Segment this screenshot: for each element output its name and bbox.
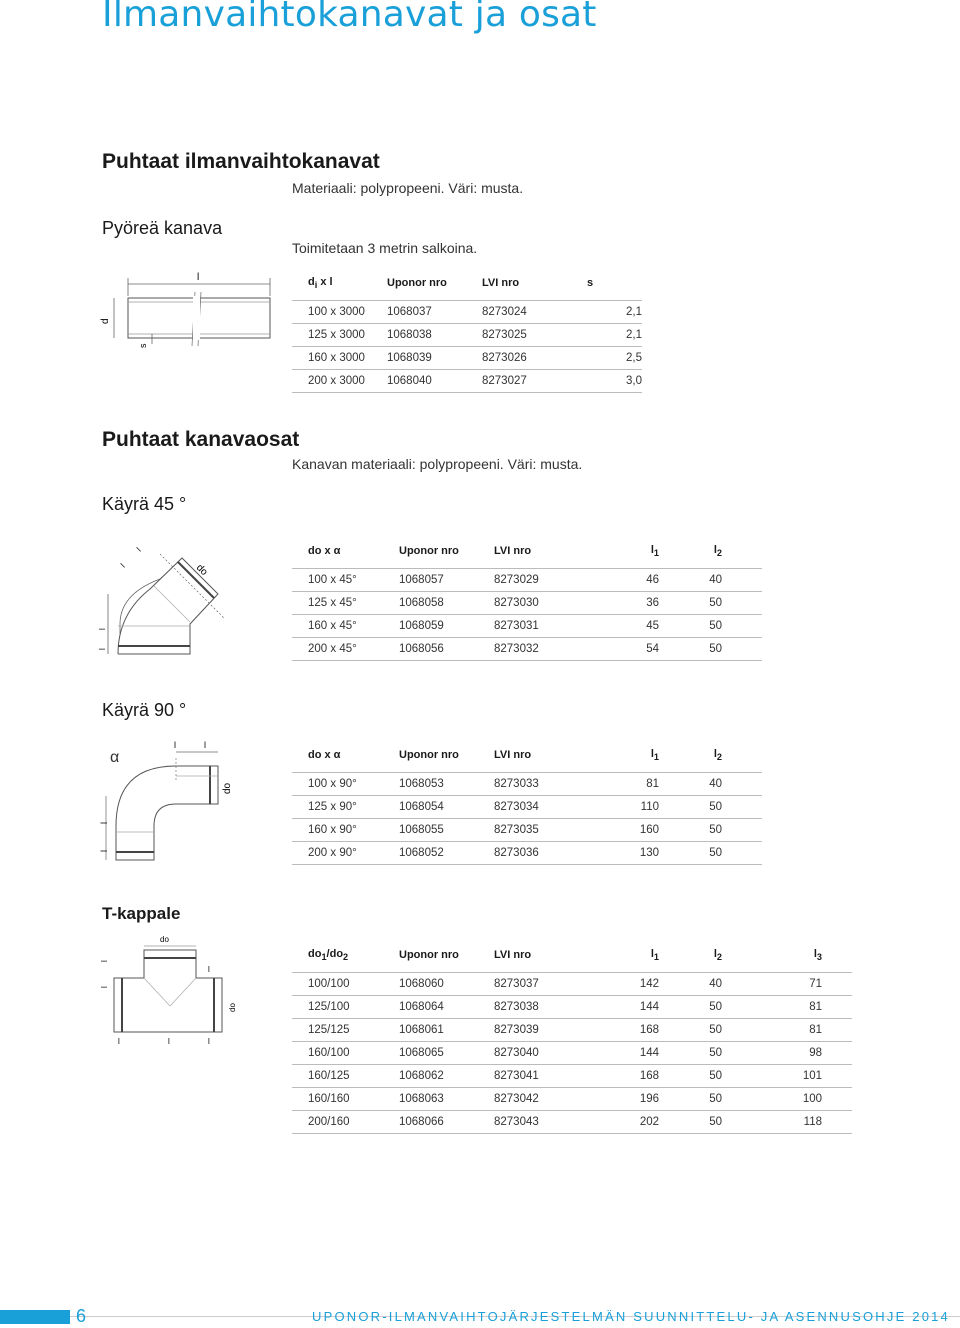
product-title-tee: T-kappale [102,904,181,923]
material-note: Materiaali: polypropeeni. Väri: musta. [292,180,524,196]
table-row: 160 x 45° 1068059 8273031 45 50 [292,615,762,638]
table-row: 125/100 1068064 8273038 144 50 81 [292,996,852,1019]
do1-label: do [228,1003,237,1012]
header-lvi-nro: LVI nro [494,534,594,569]
l2-label: l [135,545,143,554]
table-header [292,938,852,973]
elbow-90-figure [100,736,240,866]
table-row: 160/125 1068062 8273041 168 50 101 [292,1065,852,1088]
table-row: 125/125 1068061 8273039 168 50 81 [292,1019,852,1042]
product-title-round-duct: Pyöreä kanava [102,218,223,238]
alpha-label: α [110,749,120,766]
elbow-45-table [292,534,762,661]
table-row: 125 x 3000 1068038 8273025 2,1 [292,324,642,347]
l2-left-label: l [118,1037,120,1046]
header-l2: $l_2$ [659,938,762,973]
l1-label: l [119,561,127,570]
table-row: 200 x 90° 1068052 8273036 130 50 [292,842,762,865]
table-header [292,534,762,569]
product-title-elbow-45: Käyrä 45 ° [102,494,187,514]
l1-vertical-label: l [98,628,107,630]
length-label: l [197,272,200,283]
header-uponor-nro: Uponor nro [399,534,494,569]
elbow-90-table [292,738,762,865]
header-do1-do2: $do_1/do_2$ [292,938,399,973]
header-l1: $l_1$ [594,738,659,773]
header-s: s [587,266,642,301]
header-lvi-nro: LVI nro [494,938,594,973]
table-row: 200 x 3000 1068040 8273027 3,0 [292,370,642,393]
product-title-elbow-90: Käyrä 90 ° [102,700,187,720]
table-row: 100 x 3000 1068037 8273024 2,1 [292,301,642,324]
do-label: do [193,562,210,578]
parts-material-note: Kanavan materiaali: polypropeeni. Väri: musta. [292,456,583,472]
table-row: 160 x 90° 1068055 8273035 160 50 [292,819,762,842]
do-label: do [222,782,233,794]
footer-title: UPONOR-ILMANVAIHTOJÄRJESTELMÄN SUUNNITTELU- JA ASENNUSOHJE 2014 [311,1309,950,1324]
l2-label: l [204,740,206,750]
l2-right-label: l [208,1037,210,1046]
header-uponor-nro: Uponor nro [387,266,482,301]
header-do-x-alpha: do x α [292,738,399,773]
tee-table [292,938,852,1134]
table-header [292,266,642,301]
table-row: 160/100 1068065 8273040 144 50 98 [292,1042,852,1065]
tee-figure [100,932,245,1047]
table-row: 100 x 90° 1068053 8273033 81 40 [292,773,762,796]
do2-label: do [160,935,169,944]
page-title: Ilmanvaihtokanavat ja osat [102,0,597,35]
table-header [292,738,762,773]
round-duct-table [292,266,642,393]
table-row: 125 x 45° 1068058 8273030 36 50 [292,592,762,615]
header-l1: $l_1$ [594,534,659,569]
table-row: 125 x 90° 1068054 8273034 110 50 [292,796,762,819]
wall-thickness-label: s [138,343,148,348]
header-di-x-l: $d_i$ x l [292,266,387,301]
header-l1: $l_1$ [594,938,659,973]
section-heading-parts: Puhtaat kanavaosat [102,428,300,451]
section-heading-ducts: Puhtaat ilmanvaihtokanavat [102,150,380,173]
inner-diameter-label: d [100,318,111,324]
header-l3: $l_3$ [762,938,852,973]
l2-top-label: l [208,965,210,974]
l2-vertical-label: l [98,648,107,650]
l1-vertical-label: l [100,986,109,988]
footer-accent-bar [0,1310,70,1324]
header-do-x-alpha: do x α [292,534,399,569]
header-lvi-nro: LVI nro [482,266,587,301]
table-row: 100 x 45° 1068057 8273029 46 40 [292,569,762,592]
table-row: 200/160 1068066 8273043 202 50 118 [292,1111,852,1134]
header-lvi-nro: LVI nro [494,738,594,773]
table-row: 100/100 1068060 8273037 142 40 71 [292,973,852,996]
elbow-45-figure [100,534,240,664]
l1-label: l [174,740,176,750]
l1-vertical-label: l [99,822,109,824]
round-duct-figure [100,266,275,356]
l3-label: l [100,960,109,962]
l2-vertical-label: l [99,850,109,852]
table-row: 160 x 3000 1068039 8273026 2,5 [292,347,642,370]
header-uponor-nro: Uponor nro [399,738,494,773]
header-l2: $l_2$ [659,534,762,569]
delivery-note: Toimitetaan 3 metrin salkoina. [292,240,478,256]
page-number: 6 [76,1306,87,1326]
table-row: 160/160 1068063 8273042 196 50 100 [292,1088,852,1111]
header-l2: $l_2$ [659,738,762,773]
table-row: 200 x 45° 1068056 8273032 54 50 [292,638,762,661]
l1-label: l [168,1037,170,1046]
header-uponor-nro: Uponor nro [399,938,494,973]
